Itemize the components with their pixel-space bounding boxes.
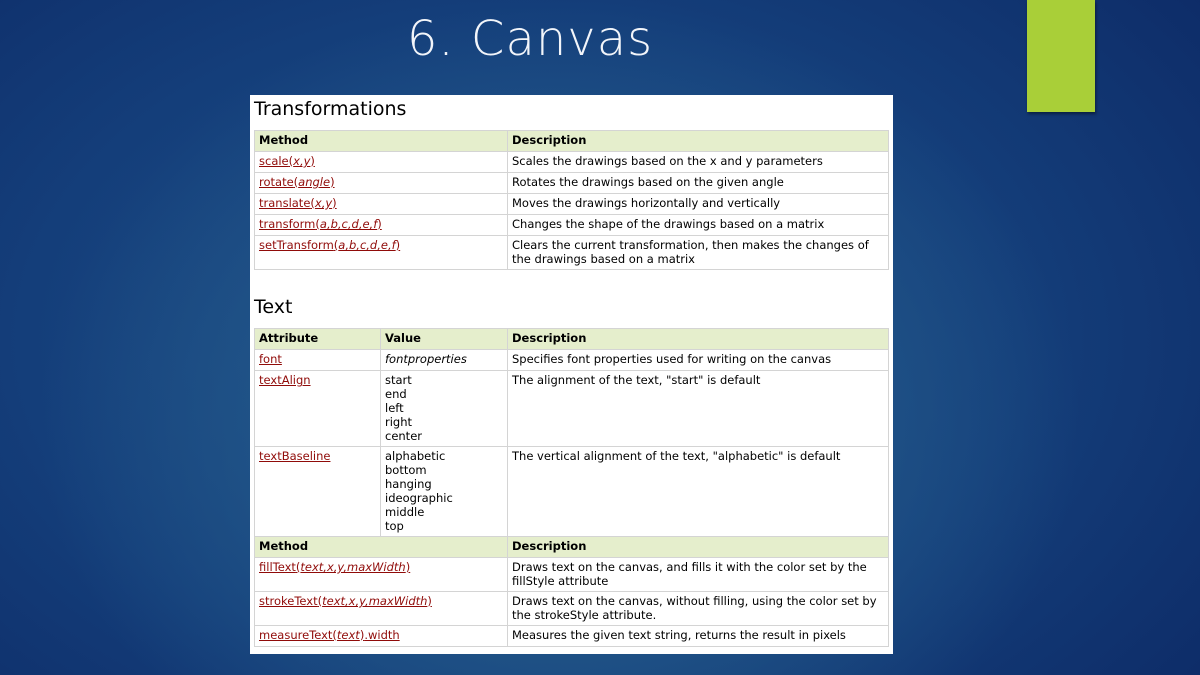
method-args: x,y (314, 196, 333, 210)
transformations-table (254, 130, 889, 270)
description-cell: Rotates the drawings based on the given angle (508, 173, 889, 194)
table-row (255, 215, 889, 236)
column-header-description: Description (508, 537, 889, 558)
method-args: text (336, 628, 360, 642)
value-item: right (385, 415, 413, 429)
method-link[interactable]: setTransform(a,b,c,d,e,f) (259, 238, 401, 252)
method-name: transform (259, 217, 316, 231)
method-name: strokeText (259, 594, 318, 608)
method-name: rotate (259, 175, 294, 189)
method-args: text,x,y,maxWidth (300, 560, 406, 574)
table-header-row (255, 131, 889, 152)
table-row (255, 350, 889, 371)
method-cell (255, 173, 508, 194)
method-link[interactable]: scale(x,y) (259, 154, 315, 168)
table-row (255, 447, 889, 537)
description-cell: Scales the drawings based on the x and y parameters (508, 152, 889, 173)
method-name: measureText (259, 628, 333, 642)
attribute-link[interactable]: textBaseline (259, 449, 331, 463)
column-header-method: Method (255, 537, 508, 558)
description-cell: Specifies font properties used for writing on the canvas (508, 350, 889, 371)
table-row (255, 371, 889, 447)
value-item: middle (385, 505, 425, 519)
method-name: setTransform (259, 238, 334, 252)
description-cell: Measures the given text string, returns the result in pixels (508, 626, 889, 647)
table-row (255, 173, 889, 194)
table-row (255, 558, 889, 592)
attribute-cell (255, 350, 381, 371)
table-row (255, 626, 889, 647)
column-header-attribute: Attribute (255, 329, 381, 350)
value-cell (381, 371, 508, 447)
method-link[interactable]: transform(a,b,c,d,e,f) (259, 217, 382, 231)
description-cell: The alignment of the text, "start" is default (508, 371, 889, 447)
value-item: end (385, 387, 407, 401)
method-cell (255, 194, 508, 215)
method-link[interactable]: translate(x,y) (259, 196, 337, 210)
text-heading: Text (254, 296, 293, 318)
reference-panel (250, 95, 893, 654)
method-name: fillText (259, 560, 296, 574)
description-cell: Clears the current transformation, then makes the changes of the drawings based on a matrix (508, 236, 889, 270)
slide-title: 6. Canvas (406, 11, 654, 67)
transformations-heading: Transformations (254, 98, 407, 120)
text-table (254, 328, 889, 647)
description-cell: Draws text on the canvas, without filling, using the color set by the strokeStyle attribute. (508, 592, 889, 626)
value-item: start (385, 373, 412, 387)
attribute-link[interactable]: textAlign (259, 373, 311, 387)
accent-bar (1027, 0, 1095, 112)
method-name: translate (259, 196, 311, 210)
method-cell (255, 626, 508, 647)
method-link[interactable]: fillText(text,x,y,maxWidth) (259, 560, 411, 574)
table-header-row (255, 537, 889, 558)
table-row (255, 592, 889, 626)
method-link[interactable]: rotate(angle) (259, 175, 335, 189)
attribute-link[interactable]: font (259, 352, 282, 366)
value-cell (381, 447, 508, 537)
column-header-value: Value (381, 329, 508, 350)
value-item: alphabetic (385, 449, 446, 463)
table-row (255, 194, 889, 215)
value-item: top (385, 519, 404, 533)
table-row (255, 236, 889, 270)
value-item: ideographic (385, 491, 453, 505)
table-row (255, 152, 889, 173)
attribute-cell (255, 371, 381, 447)
value-cell (381, 350, 508, 371)
method-suffix: .width (364, 628, 400, 642)
method-cell (255, 592, 508, 626)
method-args: text,x,y,maxWidth (322, 594, 428, 608)
attribute-cell (255, 447, 381, 537)
method-link[interactable]: measureText(text).width (259, 628, 400, 642)
description-cell: Changes the shape of the drawings based on a matrix (508, 215, 889, 236)
method-args: x,y (293, 154, 311, 168)
value-item: hanging (385, 477, 432, 491)
column-header-description: Description (508, 131, 889, 152)
value-item: bottom (385, 463, 427, 477)
method-args: a,b,c,d,e,f (319, 217, 378, 231)
value-item: center (385, 429, 422, 443)
method-args: angle (298, 175, 331, 189)
method-args: a,b,c,d,e,f (338, 238, 396, 252)
description-cell: The vertical alignment of the text, "alphabetic" is default (508, 447, 889, 537)
description-cell: Draws text on the canvas, and fills it with the color set by the fillStyle attribute (508, 558, 889, 592)
value-item: fontproperties (385, 352, 467, 366)
method-cell (255, 215, 508, 236)
method-name: scale (259, 154, 289, 168)
method-cell (255, 236, 508, 270)
method-cell (255, 152, 508, 173)
column-header-description: Description (508, 329, 889, 350)
column-header-method: Method (255, 131, 508, 152)
method-cell (255, 558, 508, 592)
method-link[interactable]: strokeText(text,x,y,maxWidth) (259, 594, 432, 608)
value-item: left (385, 401, 404, 415)
description-cell: Moves the drawings horizontally and vertically (508, 194, 889, 215)
table-header-row (255, 329, 889, 350)
